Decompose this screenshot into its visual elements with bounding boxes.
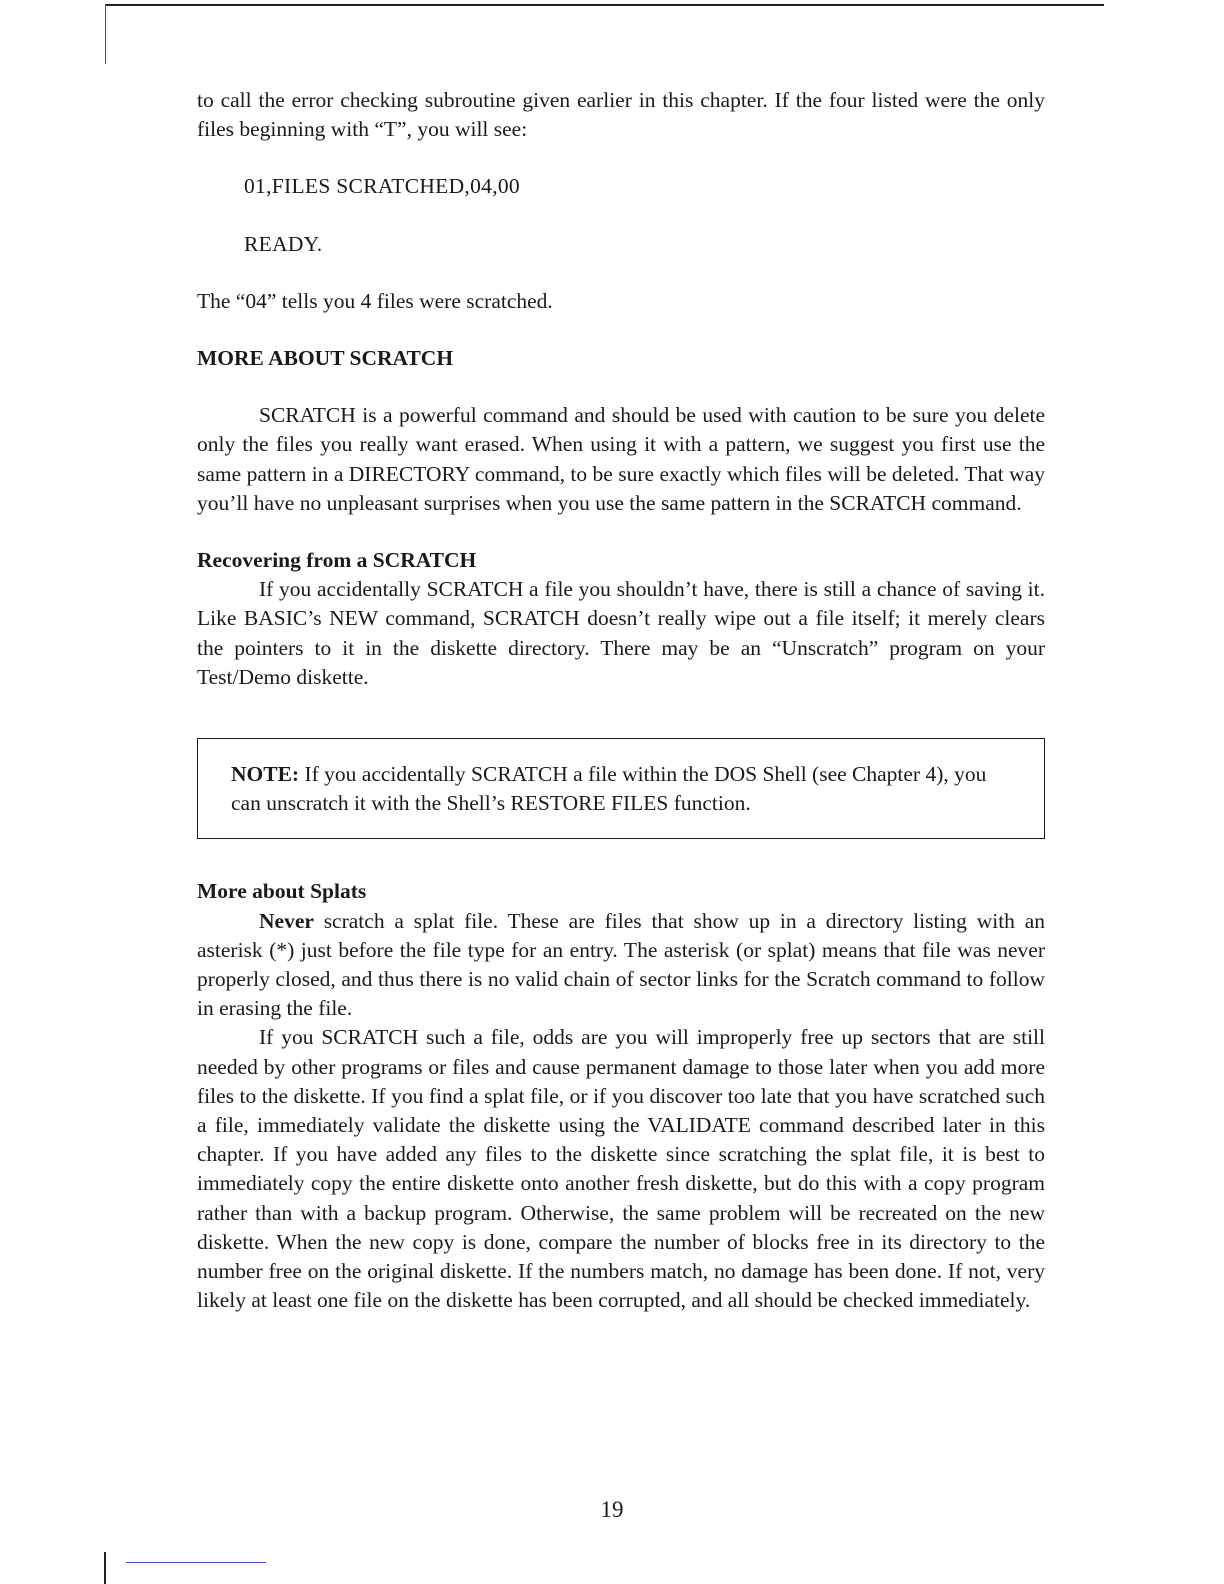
recovering-paragraph: If you accidentally SCRATCH a file you shouldn’t have, there is still a chance of saving it. Like BASIC’s NEW command, SCRATCH doesn’t really wipe out a file itself; it merely clears the pointers to it in the diskette directory. There may be an “Unscratch” program on your Test/Demo diskette. <box>197 577 1045 689</box>
splats-never-word: Never <box>259 908 314 933</box>
splats-paragraph-1 <box>197 907 1045 1024</box>
splats-paragraph-2: If you SCRATCH such a file, odds are you will improperly free up sectors that are still needed by other programs or files and cause permanent damage to those later when you add more files to the diskette. If you find a splat file, or if you discover too late that you have scratched such a file, immediately validate the diskette using the VALIDATE command described later in this chapter. If you have added any files to the diskette since scratching the splat file, it is best to immediately copy the entire diskette onto another fresh diskette, but do this with a copy program rather than with a backup program. Otherwise, the same problem will be recreated on the new diskette. When the new copy is done, compare the number of blocks free in its directory to the number free on the original diskette. If the numbers match, no damage has been done. If not, very likely at least one file on the diskette has been corrupted, and all should be checked immediately. <box>197 1025 1045 1313</box>
section-heading-splats: More about Splats <box>197 879 367 904</box>
scan-border-left <box>105 4 106 64</box>
scan-border-top <box>106 4 1104 6</box>
scan-border-bottom-line <box>126 1562 266 1563</box>
note-label: NOTE: <box>231 762 300 787</box>
splats-paragraph-1-text: scratch a splat file. These are files that show up in a directory listing with an asterisk (*) just before the file type for an entry. The asterisk (or splat) means that file was never properly closed, and thus there is no valid chain of sector links for the Scratch command to follow in erasing the file. <box>197 908 1045 1021</box>
note-text: If you accidentally SCRATCH a file within the DOS Shell (see Chapter 4), you can unscratch it with the Shell’s RESTORE FILES function. <box>231 762 987 816</box>
output-line-status: 01,FILES SCRATCHED,04,00 <box>244 174 520 199</box>
note-box <box>197 738 1045 839</box>
intro-paragraph: to call the error checking subroutine given earlier in this chapter. If the four listed were the only files beginning with “T”, you will see: <box>197 88 1045 142</box>
page-body <box>197 86 1045 1316</box>
note-paragraph <box>231 760 1014 818</box>
page-number: 19 <box>600 1497 624 1522</box>
more-about-scratch-paragraph: SCRATCH is a powerful command and should be used with caution to be sure you delete only the files you really want erased. When using it with a pattern, we suggest you first use the same pattern in a DIRECTORY command, to be sure exactly which files will be deleted. That way you’ll have no unpleasant surprises when you use the same pattern in the SCRATCH command. <box>197 403 1045 515</box>
output-line-ready: READY. <box>244 231 323 256</box>
section-heading-more-about-scratch: MORE ABOUT SCRATCH <box>197 346 454 371</box>
section-heading-recovering: Recovering from a SCRATCH <box>197 548 477 573</box>
scan-border-bottom-mark <box>104 1552 106 1584</box>
result-paragraph: The “04” tells you 4 files were scratched. <box>197 288 553 313</box>
